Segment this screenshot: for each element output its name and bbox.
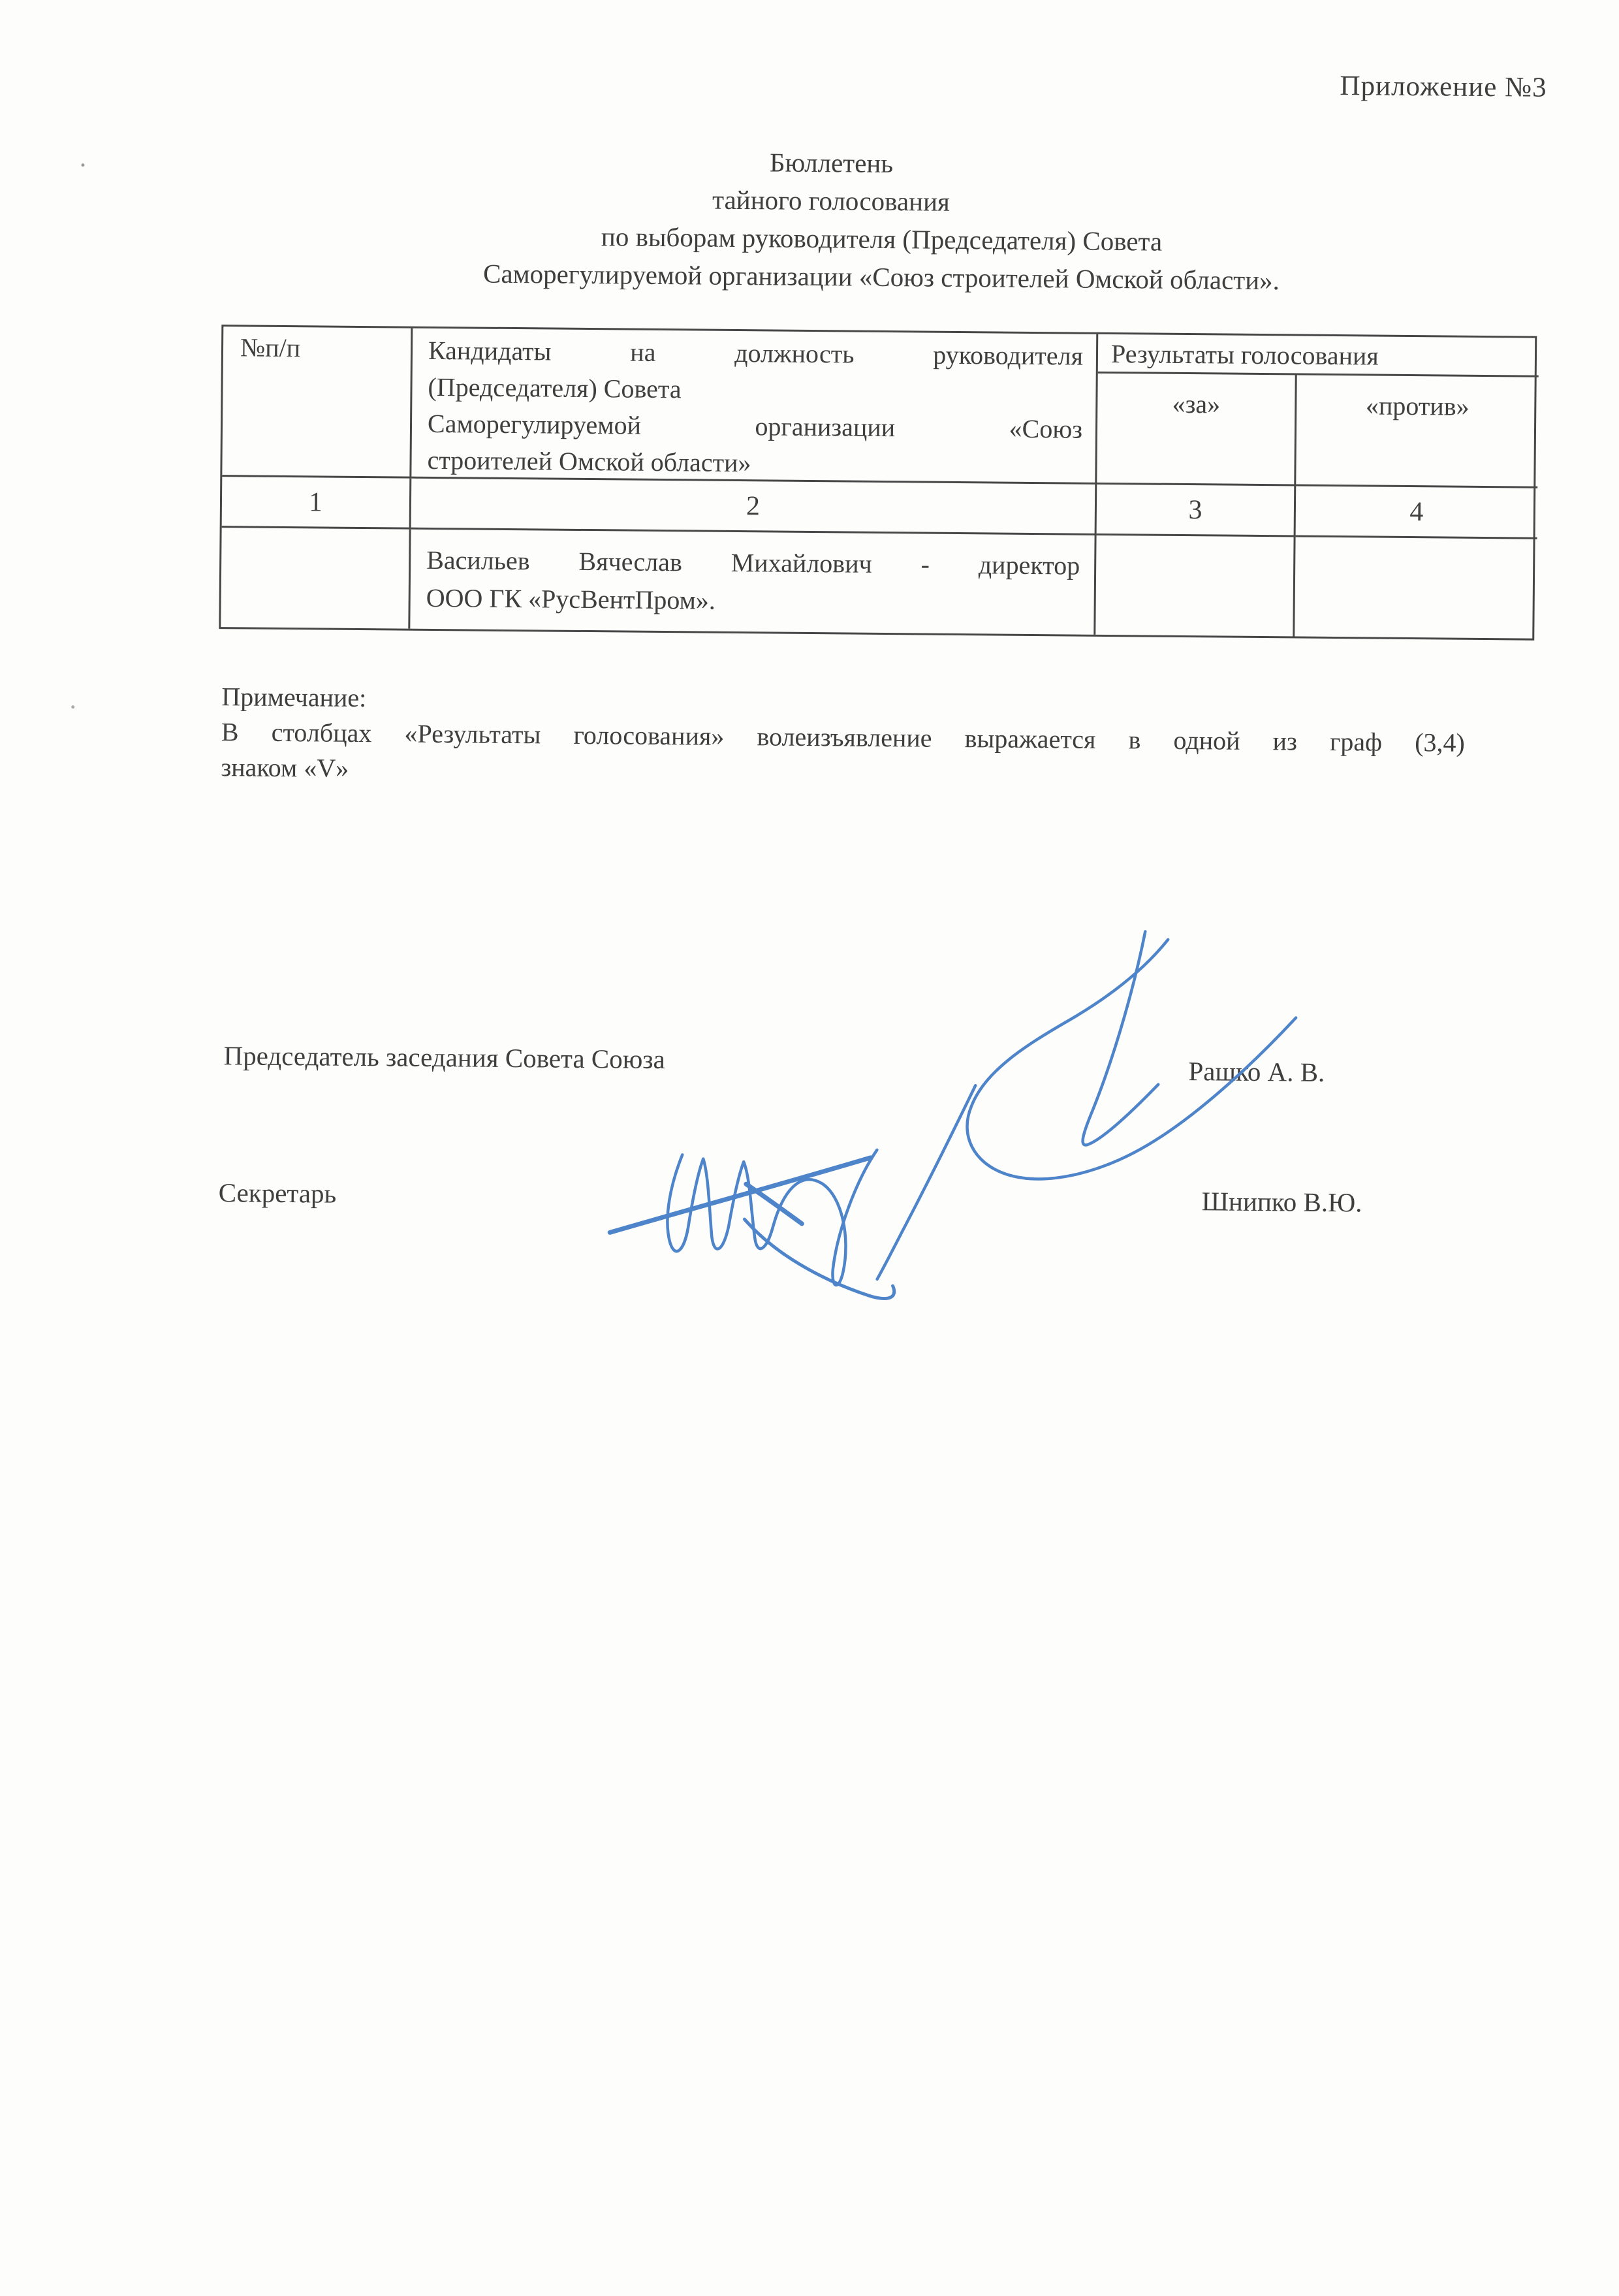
secretary-signature-label: Секретарь bbox=[218, 1177, 337, 1209]
secretary-name: Шнипко В.Ю. bbox=[1201, 1186, 1362, 1218]
table-header-results: Результаты голосования bbox=[1098, 334, 1539, 377]
chair-signature-stroke-descender bbox=[877, 1085, 976, 1280]
title-line-1: Бюллетень bbox=[769, 147, 894, 179]
chair-name: Рашко А. В. bbox=[1188, 1056, 1325, 1087]
note-body-line-2: знаком «V» bbox=[221, 752, 349, 783]
scan-speck bbox=[71, 705, 74, 709]
scan-speck bbox=[81, 163, 84, 167]
candidates-header-line-3: Саморегулируемой организации «Союз bbox=[427, 408, 1083, 444]
candidates-header-line-4: строителей Омской области» bbox=[427, 445, 751, 478]
appendix-label: Приложение №3 bbox=[1340, 71, 1547, 103]
note-heading: Примечание: bbox=[221, 682, 367, 713]
candidates-header-line-2: (Председателя) Совета bbox=[428, 372, 682, 404]
chair-signature-stroke-sweep bbox=[744, 1219, 894, 1298]
secretary-signature-stroke-zigzag bbox=[667, 1148, 877, 1285]
title-line-4: Саморегулируемой организации «Союз строителей Омской области». bbox=[482, 258, 1280, 296]
title-line-3: по выборам руководителя (Председателя) Совета bbox=[601, 221, 1163, 257]
chair-signature bbox=[744, 928, 1297, 1302]
column-number-4: 4 bbox=[1296, 486, 1538, 539]
chair-signature-label: Председатель заседания Совета Союза bbox=[223, 1040, 665, 1075]
secretary-signature-stroke-strike bbox=[610, 1155, 870, 1234]
table-header-vote-for: «за» bbox=[1097, 374, 1297, 486]
candidate-line-1: Васильев Вячеслав Михайлович - директор bbox=[426, 545, 1080, 581]
column-number-2: 2 bbox=[411, 479, 1097, 535]
table-header-vote-against: «против» bbox=[1296, 375, 1538, 488]
title-line-2: тайного голосования bbox=[712, 184, 951, 217]
column-number-3: 3 bbox=[1097, 485, 1297, 537]
candidate-line-2: ООО ГК «РусВентПром». bbox=[426, 582, 716, 615]
candidates-header-line-1: Кандидаты на должность руководителя bbox=[428, 335, 1084, 371]
note-body-line-1: В столбцах «Результаты голосования» волеизъявление выражается в одной из граф (3,4) bbox=[221, 717, 1466, 757]
table-header-row-number: №п/п bbox=[222, 327, 413, 479]
column-number-1: 1 bbox=[222, 477, 412, 530]
secretary-signature bbox=[610, 1147, 877, 1285]
chair-signature-stroke-loop bbox=[967, 938, 1297, 1181]
